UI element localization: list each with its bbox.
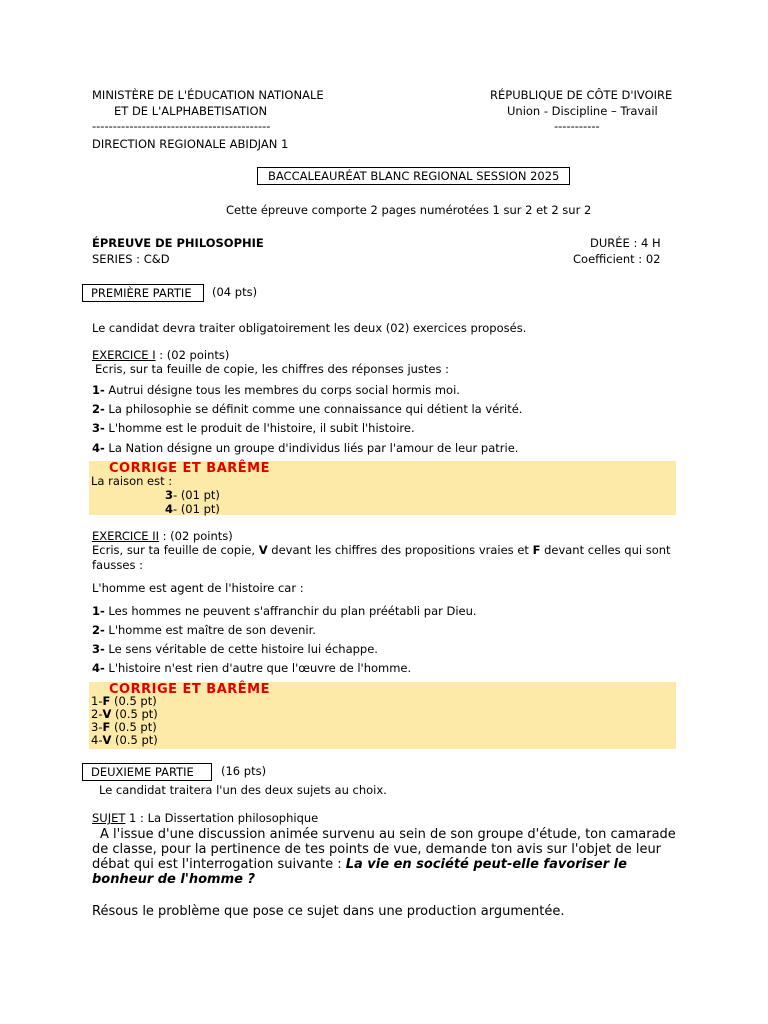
duration: DURÉE : 4 H bbox=[590, 236, 661, 250]
ministry-line-2: ET DE L'ALPHABETISATION bbox=[114, 104, 268, 118]
ex2-lead: L'homme est agent de l'histoire car : bbox=[92, 581, 304, 595]
part2-instruction: Le candidat traitera l'un des deux sujets au choix. bbox=[99, 783, 387, 797]
ex2-correction-item: 3-F (0.5 pt) bbox=[91, 720, 157, 734]
ex2-correction-title: CORRIGE ET BARÊME bbox=[109, 682, 270, 697]
ex1-title: EXERCICE I bbox=[92, 348, 156, 362]
pages-note: Cette épreuve comporte 2 pages numérotées 1 sur 2 et 2 sur 2 bbox=[226, 203, 592, 217]
republic-line: RÉPUBLIQUE DE CÔTE D'IVOIRE bbox=[490, 88, 673, 102]
ex1-correction-item: 4- (01 pt) bbox=[165, 502, 220, 516]
subject-title: ÉPREUVE DE PHILOSOPHIE bbox=[92, 236, 264, 250]
ex2-item: 3- Le sens véritable de cette histoire lui échappe. bbox=[92, 642, 378, 656]
ex2-item: 1- Les hommes ne peuvent s'affranchir du plan préétabli par Dieu. bbox=[92, 604, 477, 618]
series: SERIES : C&D bbox=[92, 252, 170, 266]
ex1-correction-intro: La raison est : bbox=[91, 474, 173, 488]
ex1-item: 1- Autrui désigne tous les membres du corps social hormis moi. bbox=[92, 383, 460, 397]
part1-instruction: Le candidat devra traiter obligatoirement les deux (02) exercices proposés. bbox=[92, 321, 527, 335]
sujet1-question: La vie en société peut-elle favoriser le bonheur de l'homme ? bbox=[92, 857, 627, 887]
ex1-correction-title: CORRIGE ET BARÊME bbox=[109, 461, 270, 476]
ex2-item: 4- L'histoire n'est rien d'autre que l'œuvre de l'homme. bbox=[92, 661, 412, 675]
ex2-correction-item: 1-F (0.5 pt) bbox=[91, 694, 157, 708]
ex1-points: : (02 points) bbox=[155, 348, 230, 362]
ex2-correction-item: 4-V (0.5 pt) bbox=[91, 733, 158, 747]
part1-points: (04 pts) bbox=[212, 285, 258, 299]
sujet1-label: SUJET bbox=[92, 811, 126, 825]
ex1-heading bbox=[92, 348, 229, 362]
republic-divider: ----------- bbox=[554, 119, 600, 133]
part1-label: PREMIÈRE PARTIE bbox=[82, 284, 204, 302]
ex2-heading bbox=[92, 529, 233, 543]
ex2-instruction: Ecris, sur ta feuille de copie, V devant les chiffres des propositions vraies et F devant celles qui sont fausses : bbox=[92, 543, 671, 572]
ex2-correction-box bbox=[89, 682, 676, 749]
ex2-correction-item: 2-V (0.5 pt) bbox=[91, 707, 158, 721]
ex1-item: 2- La philosophie se définit comme une connaissance qui détient la vérité. bbox=[92, 402, 523, 416]
ex2-points: : (02 points) bbox=[158, 529, 233, 543]
coefficient: Coefficient : 02 bbox=[573, 252, 661, 266]
direction-regionale: DIRECTION REGIONALE ABIDJAN 1 bbox=[92, 137, 289, 151]
ministry-divider: ------------------------------------------- bbox=[92, 119, 271, 133]
sujet1-text: A l'issue d'une discussion animée survenu au sein de son groupe d'étude, ton camarade de classe, pour la pertinence de tes points de vue, demande ton avis sur l'objet de leur débat qui est l'interrogation suivante : La vie en société peut-elle favoriser le bonheur de l'homme ? bbox=[92, 827, 676, 887]
ex1-item: 4- La Nation désigne un groupe d'individus liés par l'amour de leur patrie. bbox=[92, 441, 519, 455]
ex2-title: EXERCICE II bbox=[92, 529, 159, 543]
sujet1-title: 1 : La Dissertation philosophique bbox=[125, 811, 319, 825]
sujet1-heading bbox=[92, 811, 318, 825]
ex1-item: 3- L'homme est le produit de l'histoire, il subit l'histoire. bbox=[92, 421, 415, 435]
exam-title: BACCALEAURÉAT BLANC REGIONAL SESSION 2025 bbox=[257, 167, 570, 185]
ex1-instruction: Ecris, sur ta feuille de copie, les chiffres des réponses justes : bbox=[95, 362, 450, 376]
part2-label: DEUXIEME PARTIE bbox=[82, 763, 212, 781]
ex2-item: 2- L'homme est maître de son devenir. bbox=[92, 623, 316, 637]
sujet1-closing: Résous le problème que pose ce sujet dans une production argumentée. bbox=[92, 904, 565, 919]
motto-line: Union - Discipline – Travail bbox=[507, 104, 658, 118]
ex1-correction-item: 3- (01 pt) bbox=[165, 488, 220, 502]
ex1-correction-box bbox=[89, 461, 676, 515]
part2-points: (16 pts) bbox=[221, 764, 267, 778]
ministry-line-1: MINISTÈRE DE L'ÉDUCATION NATIONALE bbox=[92, 88, 324, 102]
